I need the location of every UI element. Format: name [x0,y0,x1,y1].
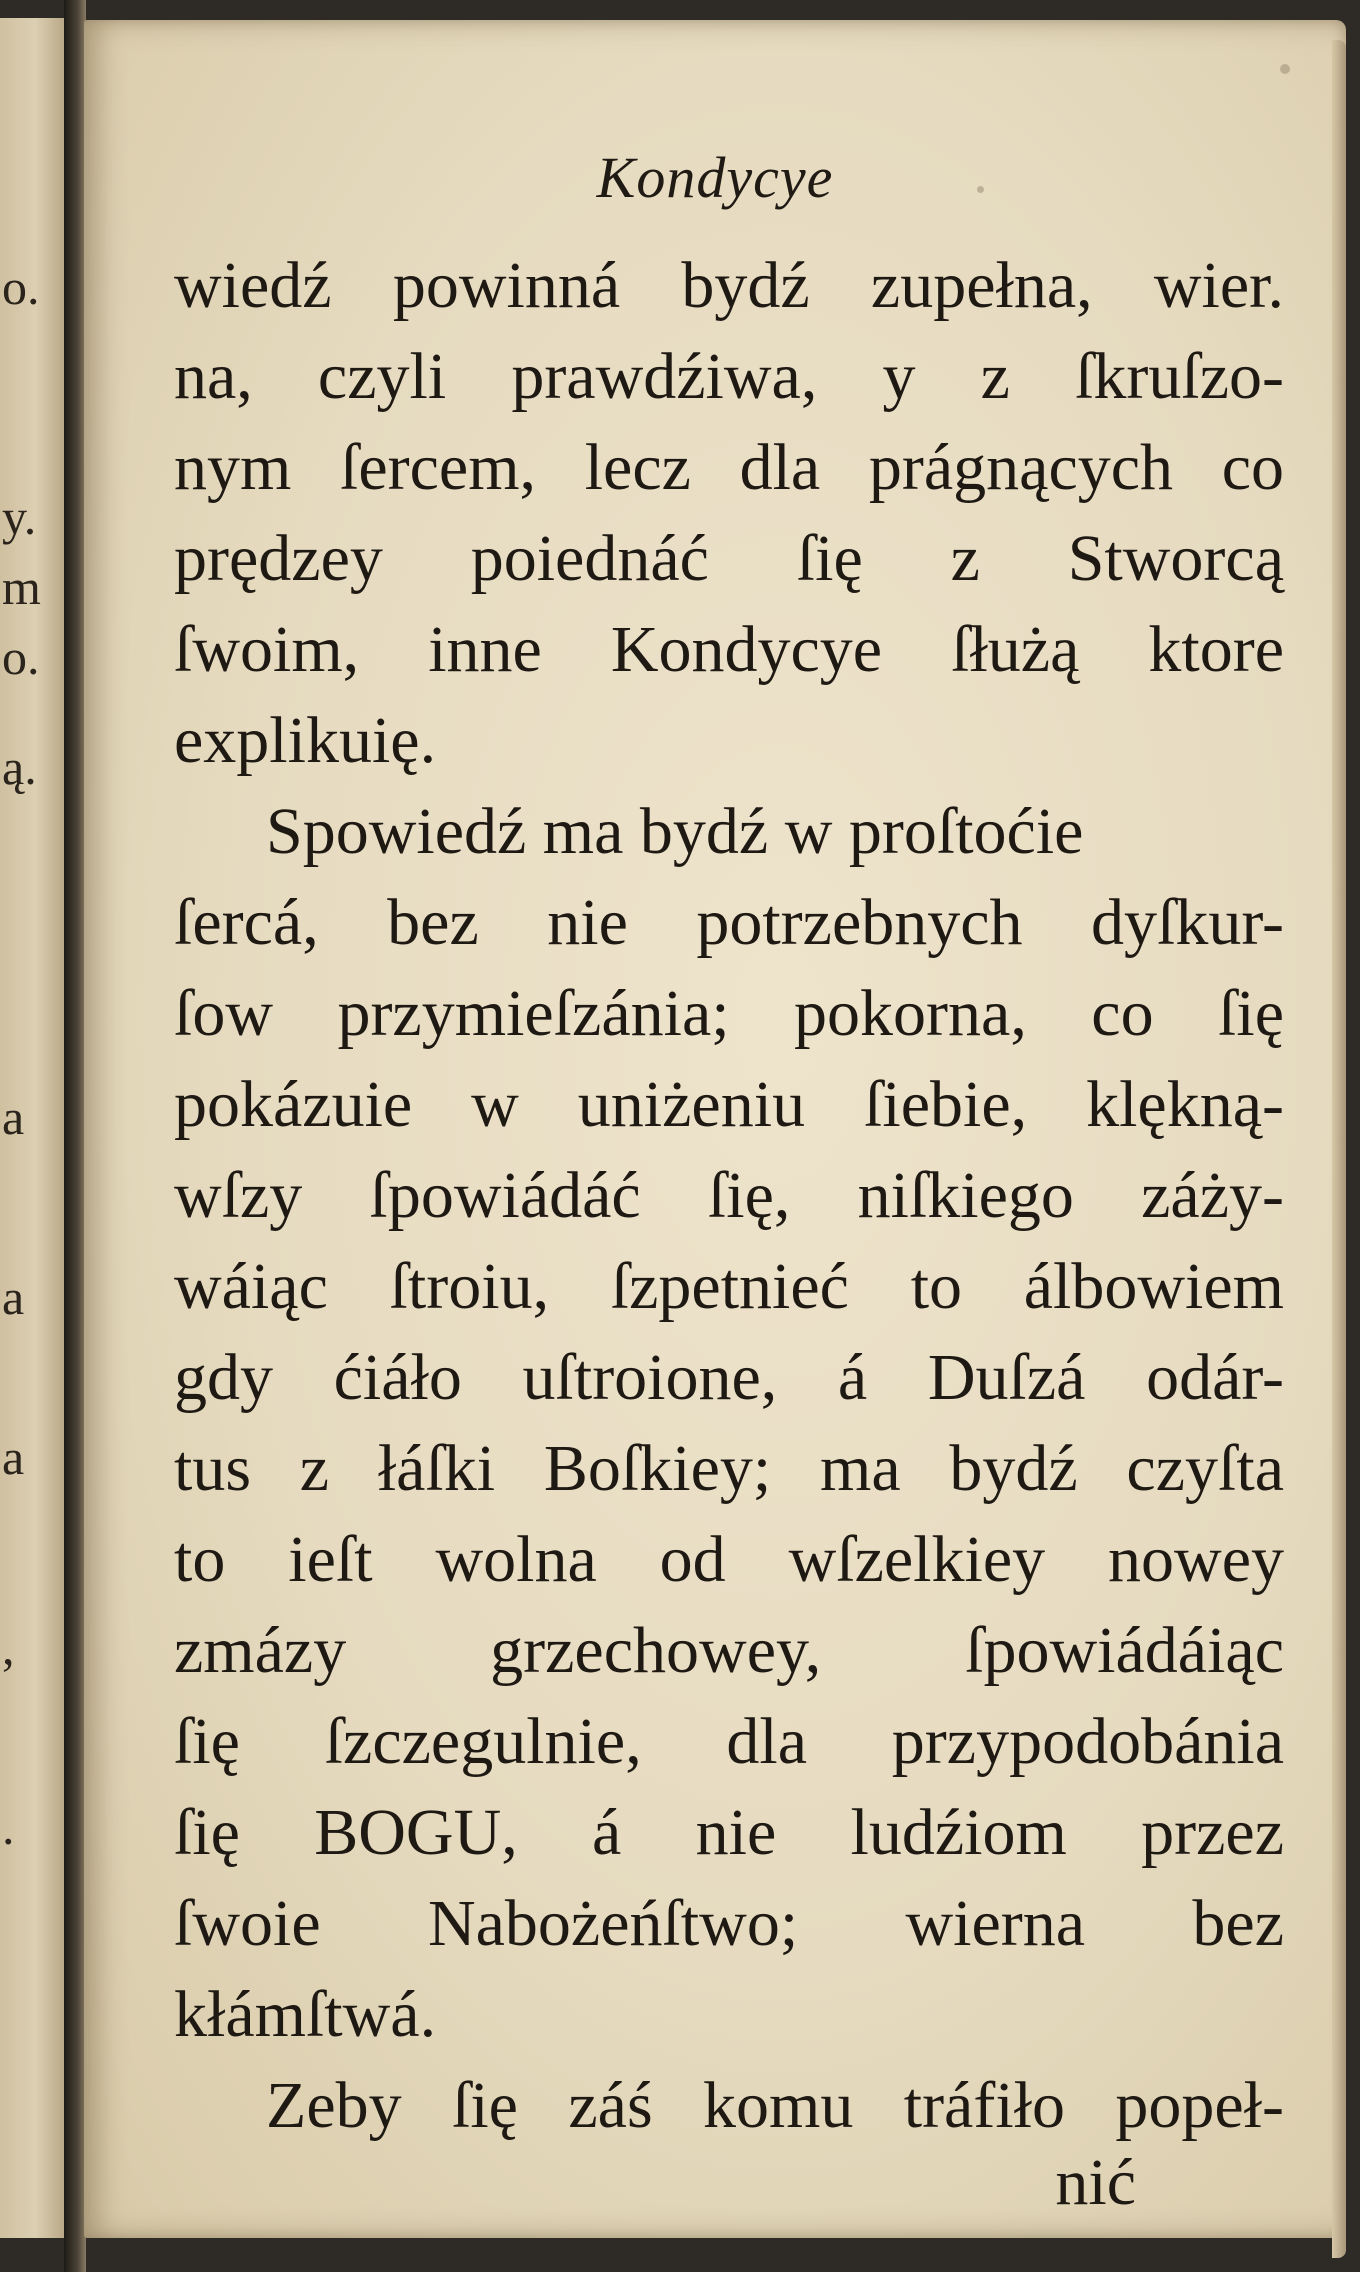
text-line: Zeby ſię záś komu tráfiło popeł- [266,2069,1284,2142]
previous-page-text-fragment: a [2,1089,25,1145]
text-line: wáiąc ſtroiu, ſzpetnieć to álbowiem [174,1250,1284,1323]
page-text [174,240,1284,2151]
previous-page-text-fragment: o. [2,259,40,315]
text-line: ſwoim, inne Kondycye ſłużą ktore [174,613,1284,686]
text-line: Spowiedź ma bydź w proſtoćie [266,795,1084,868]
previous-page-text-fragment: a [2,1429,25,1485]
text-line: na, czyli prawdźiwa, y z ſkruſzo- [174,340,1284,413]
paper-speck [1280,64,1290,74]
text-line: ſwoie Nabożeńſtwo; wierna bez [174,1887,1284,1960]
previous-page-text-fragment: ą. [2,739,37,795]
book-page [84,20,1346,2238]
page-fore-edge [1332,40,1346,2258]
text-line: ſow przymieſzánia; pokorna, co ſię [174,977,1284,1050]
catchword: nić [1055,2146,1136,2219]
text-line: to ieſt wolna od wſzelkiey nowey [174,1523,1284,1596]
text-line: wſzy ſpowiádáć ſię, niſkiego záży- [174,1159,1284,1232]
text-line: ſercá, bez nie potrzebnych dyſkur- [174,886,1284,959]
previous-page-edge [0,18,66,2238]
text-line: pokázuie w uniżeniu ſiebie, klękną- [174,1068,1284,1141]
text-line: kłámſtwá. [174,1978,437,2051]
previous-page-text-fragment: , [2,1619,15,1675]
previous-page-text-fragment: m [2,559,41,615]
text-line: ſię ſzczegulnie, dla przypodobánia [174,1705,1284,1778]
text-line: zmázy grzechowey, ſpowiádáiąc [174,1614,1284,1687]
text-line: ſię BOGU, á nie ludźiom przez [174,1796,1284,1869]
text-line: tus z łáſki Boſkiey; ma bydź czyſta [174,1432,1284,1505]
previous-page-text-fragment: a [2,1269,25,1325]
text-line: nym ſercem, lecz dla prágnących co [174,431,1284,504]
text-line: gdy ćiáło uſtroione, á Duſzá odár- [174,1341,1284,1414]
previous-page-text-fragment: o. [2,629,40,685]
book-gutter [64,0,86,2272]
previous-page-text-fragment: . [2,1799,15,1855]
previous-page-text-fragment: y. [2,489,37,545]
running-head: Kondycye [596,145,834,210]
text-line: explikuię. [174,704,437,777]
text-line: prędzey poiednáć ſię z Stworcą [174,522,1284,595]
text-line: wiedź powinná bydź zupełna, wier. [174,249,1284,322]
